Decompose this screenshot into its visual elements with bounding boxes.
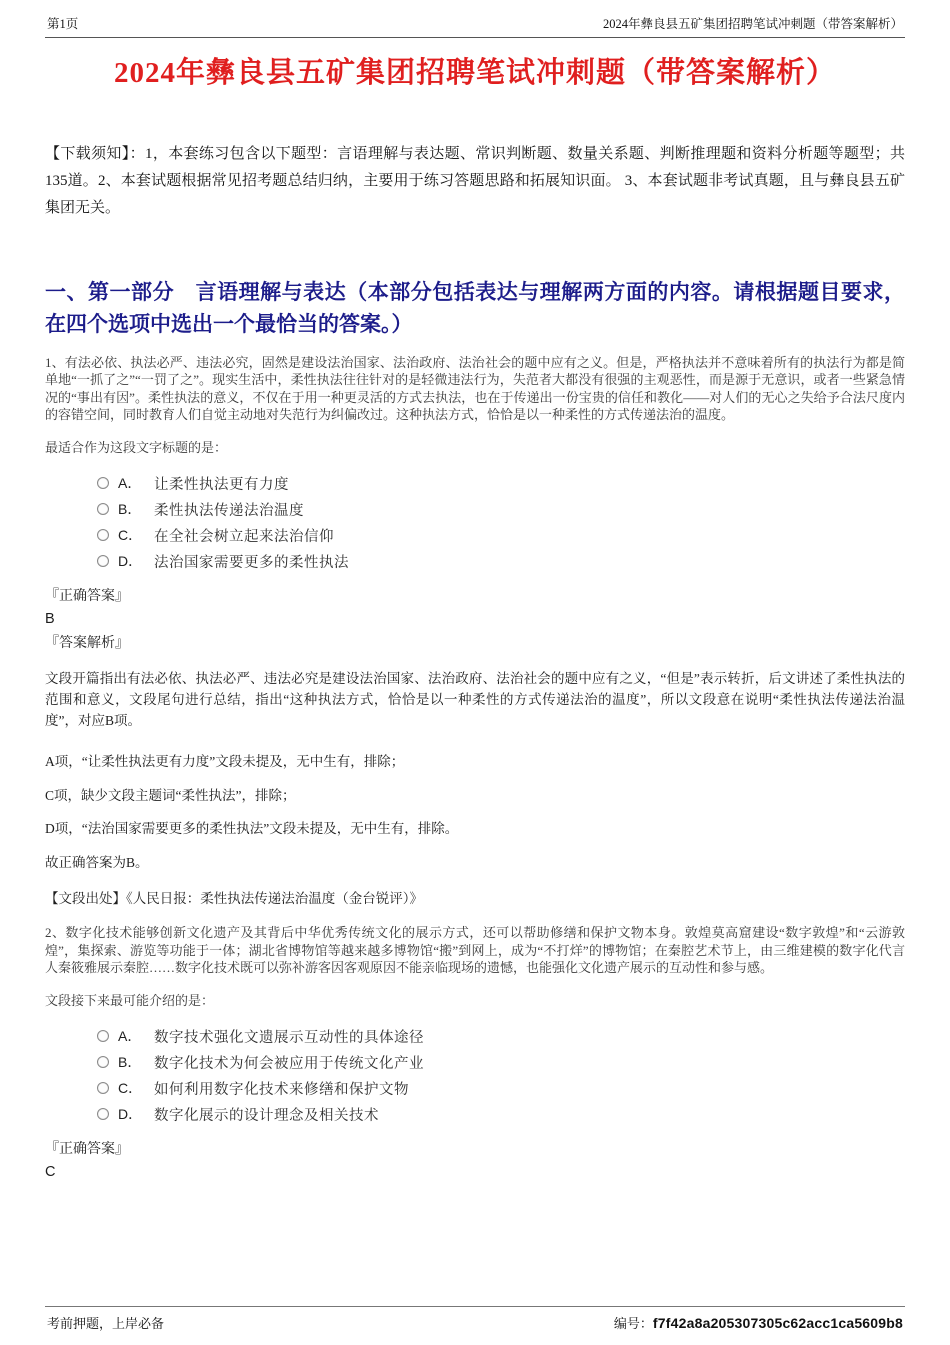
question-1-answer-block	[45, 584, 905, 656]
radio-button[interactable]	[97, 1082, 109, 1094]
question-1-options	[97, 470, 905, 574]
explanation-d: D项，“法治国家需要更多的柔性执法”文段未提及，无中生有，排除。	[45, 821, 459, 837]
option-letter: B．	[118, 1054, 142, 1071]
question-2-text: 2、数字化技术能够创新文化遗产及其背后中华优秀传统文化的展示方式，还可以帮助修缮和保护文物本身。敦煌莫高窟建设“数字敦煌”和“云游敦煌”，集探索、游览等功能于一体；湖北省博物馆等越来越多博物馆“搬”到网上，成为“不打烊”的博物馆；在秦腔艺术节上，由三维建模的数字化代言人秦筱雅展示秦腔……数字化技术既可以弥补游客因客观原因不能亲临现场的遗憾，也能强化文化遗产展示的互动性和参与感。	[45, 925, 905, 975]
option-c[interactable]	[97, 1075, 905, 1101]
question-1-stem: 最适合作为这段文字标题的是：	[45, 440, 228, 456]
option-c[interactable]	[97, 522, 905, 548]
option-b[interactable]	[97, 496, 905, 522]
radio-button[interactable]	[97, 477, 109, 489]
option-letter: C．	[118, 1080, 143, 1097]
option-a[interactable]	[97, 1023, 905, 1049]
serial-label: 编号：	[613, 1316, 653, 1331]
download-notice: 【下载须知】：1，本套练习包含以下题型：言语理解与表达题、常识判断题、数量关系题、判断推理题和资料分析题等题型；共135道。2、本套试题根据常见招考题总结归纳，主要用于练习答题思路和拓展知识面。 3、本套试题非考试真题，且与彝良县五矿集团无关。	[45, 146, 905, 216]
question-1-text: 1、有法必依、执法必严、违法必究，固然是建设法治国家、法治政府、法治社会的题中应有之义。但是，严格执法并不意味着所有的执法行为都是简单地“一抓了之”“一罚了之”。现实生活中，柔性执法往往针对的是轻微违法行为，失范者大都没有很强的主观恶性，而是源于无意识，或者一些紧急情况的“事出有因”。柔性执法的意义，不仅在于用一种更灵活的方式去执法，也在于传递出一份宝贵的信任和教化——对人们的无心之失给予合法尺度内的容错空间，同时教育人们自觉主动地对失范行为纠偏改过。这种执法方式，恰恰是以一种柔性的方式传递法治的温度。	[45, 355, 905, 422]
correct-answer-label: 『正确答案』	[45, 589, 129, 605]
option-letter: B．	[118, 501, 142, 518]
document-title: 2024年彝良县五矿集团招聘笔试冲刺题（带答案解析）	[113, 57, 836, 89]
page-number: 第1页	[47, 17, 79, 31]
option-label: 数字技术强化文遗展示互动性的具体途径	[154, 1029, 424, 1046]
radio-button[interactable]	[97, 1030, 109, 1042]
radio-button[interactable]	[97, 503, 109, 515]
option-letter: D．	[118, 1106, 143, 1123]
footer-slogan: 考前押题，上岸必备	[47, 1316, 165, 1331]
footer-serial	[614, 1313, 903, 1332]
radio-button[interactable]	[97, 555, 109, 567]
question-2-answer-block	[45, 1137, 905, 1186]
option-label: 法治国家需要更多的柔性执法	[154, 554, 349, 571]
option-letter: A．	[118, 1028, 142, 1045]
correct-answer-value: C	[45, 1164, 56, 1181]
running-title: 2024年彝良县五矿集团招聘笔试冲刺题（带答案解析）	[602, 17, 903, 31]
option-a[interactable]	[97, 470, 905, 496]
explanation-c: C项，缺少文段主题词“柔性执法”，排除；	[45, 787, 296, 803]
page-header	[45, 0, 905, 38]
page-footer	[45, 1306, 905, 1345]
conclusion-line: 故正确答案为B。	[45, 855, 149, 871]
option-d[interactable]	[97, 1101, 905, 1127]
correct-answer-label: 『正确答案』	[45, 1142, 129, 1158]
option-letter: D．	[118, 553, 143, 570]
analysis-paragraph: 文段开篇指出有法必依、执法必严、违法必究是建设法治国家、法治政府、法治社会的题中应有之义，“但是”表示转折，后文讲述了柔性执法的范围和意义，文段尾句进行总结，指出“这种执法方式，恰恰是以一种柔性的方式传递法治的温度”，所以文段意在说明“柔性执法传递法治温度”，对应B项。	[45, 670, 905, 728]
question-2-options	[97, 1023, 905, 1127]
option-label: 让柔性执法更有力度	[154, 476, 289, 493]
question-2-stem: 文段接下来最可能介绍的是：	[45, 993, 215, 1009]
option-b[interactable]	[97, 1049, 905, 1075]
serial-code: f7f42a8a205307305c62acc1ca5609b8	[652, 1314, 903, 1331]
analysis-label: 『答案解析』	[45, 635, 129, 651]
option-label: 数字化技术为何会被应用于传统文化产业	[154, 1055, 424, 1072]
option-label: 柔性执法传递法治温度	[154, 502, 304, 519]
option-label: 在全社会树立起来法治信仰	[154, 528, 334, 545]
correct-answer-value: B	[45, 611, 55, 628]
source-reference: 【文段出处】《人民日报：柔性执法传递法治温度（金台锐评）》	[45, 891, 423, 907]
explanation-a: A项，“让柔性执法更有力度”文段未提及，无中生有，排除；	[45, 753, 405, 769]
radio-button[interactable]	[97, 1056, 109, 1068]
option-letter: C．	[118, 527, 143, 544]
option-label: 如何利用数字化技术来修缮和保护文物	[154, 1081, 409, 1098]
radio-button[interactable]	[97, 529, 109, 541]
section-heading: 一、第一部分 言语理解与表达（本部分包括表达与理解两方面的内容。请根据题目要求，在四个选项中选出一个最恰当的答案。）	[45, 280, 905, 336]
option-letter: A．	[118, 475, 142, 492]
option-label: 数字化展示的设计理念及相关技术	[154, 1107, 379, 1124]
radio-button[interactable]	[97, 1108, 109, 1120]
option-d[interactable]	[97, 548, 905, 574]
